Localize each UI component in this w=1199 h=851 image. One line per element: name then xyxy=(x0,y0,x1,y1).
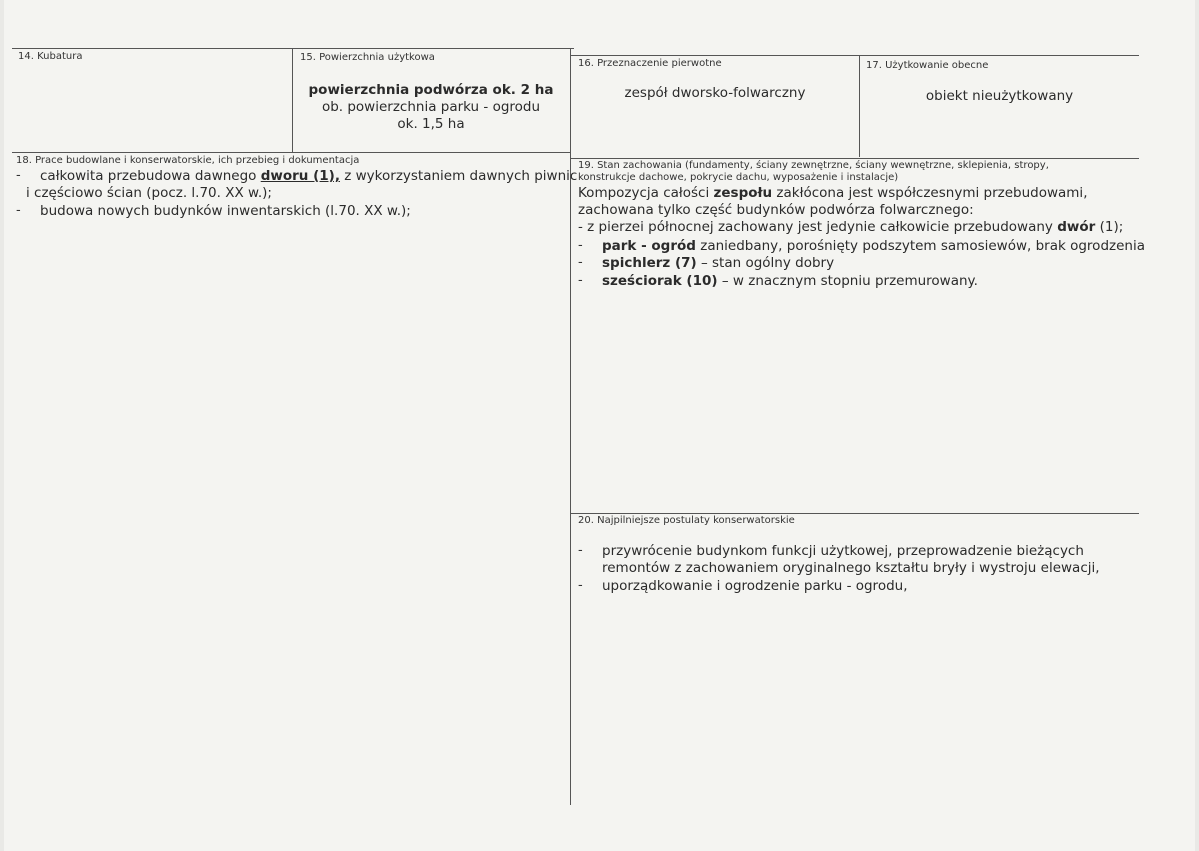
field-19-b3-post: – w znacznym stopniu przemurowany. xyxy=(717,273,978,289)
field-18-item1 xyxy=(40,168,577,185)
form-sheet xyxy=(4,0,1195,851)
field-20-item1-line1: przywrócenie budynkom funkcji użytkowej, przeprowadzenie bieżących xyxy=(602,543,1084,559)
row3-rule-right xyxy=(571,513,1139,514)
divider-14-15 xyxy=(292,48,293,152)
field-20-item1-line2: remontów z zachowaniem oryginalnego kształtu bryły i wystroju elewacji, xyxy=(602,560,1100,576)
field-19-dash-2: - xyxy=(578,255,583,270)
field-15-line3: ok. 1,5 ha xyxy=(397,116,465,132)
field-17-label: 17. Użytkowanie obecne xyxy=(866,60,989,71)
row2-rule-right xyxy=(571,158,1139,159)
field-19-b2-bold: spichlerz (7) xyxy=(602,255,697,271)
field-20-dash-2: - xyxy=(578,578,583,593)
field-19-dash-3: - xyxy=(578,273,583,288)
field-18-item1-pre: całkowita przebudowa dawnego xyxy=(40,168,261,184)
field-18-label: 18. Prace budowlane i konserwatorskie, ich przebieg i dokumentacja xyxy=(16,155,360,166)
field-19-p3-post: (1); xyxy=(1095,219,1124,235)
field-19-p1-bold: zespołu xyxy=(713,185,773,201)
field-19-bullet2 xyxy=(602,255,834,272)
field-19-p3 xyxy=(578,219,1123,236)
top-rule-left xyxy=(12,48,574,49)
field-19-label-line2: konstrukcje dachowe, pokrycie dachu, wyposażenie i instalacje) xyxy=(578,172,899,183)
field-19-p1 xyxy=(578,185,1087,202)
field-19-p1-pre: Kompozycja całości xyxy=(578,185,714,201)
field-15-label: 15. Powierzchnia użytkowa xyxy=(300,52,435,63)
field-18-dash-1: - xyxy=(16,168,21,183)
field-19-bullet1 xyxy=(602,238,1145,255)
field-19-b2-post: – stan ogólny dobry xyxy=(696,255,835,271)
field-18-item1-cont: i częściowo ścian (pocz. l.70. XX w.); xyxy=(26,185,272,201)
field-20-dash-1: - xyxy=(578,543,583,558)
field-19-p3-pre: - z pierzei północnej zachowany jest jedynie całkowicie przebudowany xyxy=(578,219,1058,235)
field-16-label: 16. Przeznaczenie pierwotne xyxy=(578,58,722,69)
top-rule-right xyxy=(571,55,1139,56)
field-17-value: obiekt nieużytkowany xyxy=(925,88,1074,104)
field-15-line2: ob. powierzchnia parku - ogrodu xyxy=(321,99,541,115)
field-19-p1-post: zakłócona jest współczesnymi przebudowami, xyxy=(772,185,1088,201)
field-19-b1-bold: park - ogród xyxy=(602,238,696,254)
field-19-p2: zachowana tylko część budynków podwórza folwarcznego: xyxy=(578,202,974,218)
field-20-label: 20. Najpilniejsze postulaty konserwatorskie xyxy=(578,515,795,526)
field-18-item2: budowa nowych budynków inwentarskich (l.70. XX w.); xyxy=(40,203,411,219)
field-16-value: zespół dworsko-folwarczny xyxy=(624,85,806,101)
field-20-item2: uporządkowanie i ogrodzenie parku - ogrodu, xyxy=(602,578,908,594)
row2-rule-left xyxy=(12,152,570,153)
field-19-label-line1: 19. Stan zachowania (fundamenty, ściany zewnętrzne, ściany wewnętrzne, sklepienia, stropy, xyxy=(578,160,1049,171)
field-19-b3-bold: sześciorak (10) xyxy=(602,273,718,289)
divider-15-16 xyxy=(570,48,571,805)
field-18-dash-2: - xyxy=(16,203,21,218)
field-19-p3-bold: dwór xyxy=(1057,219,1096,235)
field-18-item1-bold: dworu (1), xyxy=(260,168,340,184)
divider-16-17 xyxy=(859,55,860,157)
field-18-item1-post: z wykorzystaniem dawnych piwnic xyxy=(339,168,578,184)
field-19-dash-1: - xyxy=(578,238,583,253)
field-15-line1: powierzchnia podwórza ok. 2 ha xyxy=(308,82,554,98)
field-19-b1-post: zaniedbany, porośnięty podszytem samosiewów, brak ogrodzenia xyxy=(695,238,1145,254)
field-14-label: 14. Kubatura xyxy=(18,51,83,62)
field-19-bullet3 xyxy=(602,273,978,290)
